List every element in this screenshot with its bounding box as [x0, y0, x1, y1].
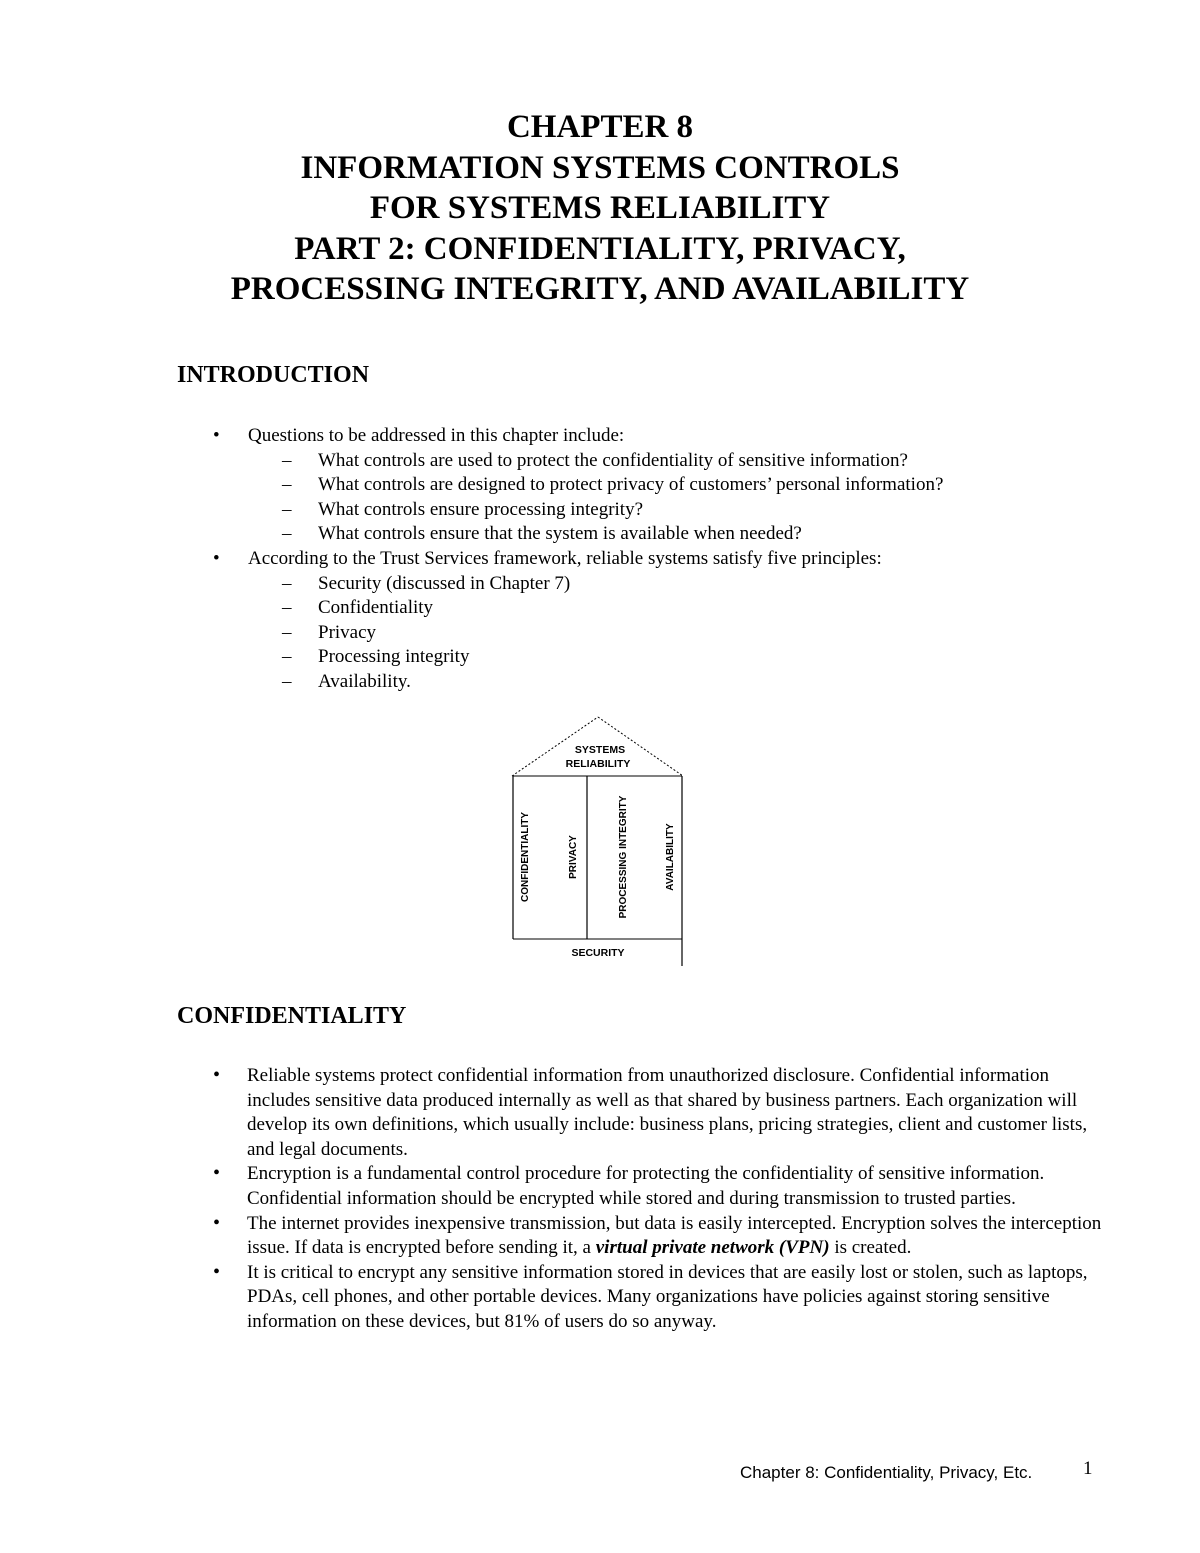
list-item	[177, 621, 943, 646]
vpn-term: virtual private network (VPN)	[595, 1237, 830, 1259]
list-item	[177, 473, 943, 498]
list-item-text: The internet provides inexpensive transmission, but data is easily intercepted. Encryption solves the interception issue. If data is encrypted before sending it, a	[247, 1212, 1102, 1259]
list-item-text: is created.	[829, 1237, 912, 1259]
list-item	[177, 670, 943, 695]
dash-marker: –	[282, 621, 292, 643]
list-item	[177, 1212, 1102, 1261]
list-item-text: Availability.	[318, 670, 411, 692]
list-item-text: According to the Trust Services framework, reliable systems satisfy five principles:	[248, 547, 882, 569]
pillar-confidentiality: CONFIDENTIALITY	[520, 812, 531, 902]
roof-label-2: RELIABILITY	[565, 758, 631, 770]
list-item	[177, 424, 943, 449]
introduction-heading: INTRODUCTION	[177, 362, 370, 388]
list-item-text: What controls ensure that the system is available when needed?	[318, 523, 802, 545]
systems-reliability-diagram	[508, 713, 688, 969]
list-item	[177, 449, 943, 474]
list-item	[177, 645, 943, 670]
diagram-pillars	[513, 776, 682, 966]
list-item-text: It is critical to encrypt any sensitive information stored in devices that are easily lost or stolen, such as laptops, PDAs, cell phones, and other portable devices. Many organizations have policies against storing sensitive information on these devices, but 81% of users do so anyway.	[247, 1261, 1088, 1332]
dash-marker: –	[282, 474, 292, 496]
confidentiality-heading: CONFIDENTIALITY	[177, 1003, 407, 1029]
dash-marker: –	[282, 646, 292, 668]
dash-marker: –	[282, 523, 292, 545]
page-number: 1	[1083, 1458, 1093, 1479]
confidentiality-list	[177, 1064, 1102, 1335]
bullet-marker: •	[213, 1260, 221, 1283]
list-item	[177, 1261, 1102, 1335]
dash-marker: –	[282, 449, 292, 471]
list-item-text: Questions to be addressed in this chapter include:	[248, 425, 625, 446]
roof-label-1: SYSTEMS	[574, 744, 626, 756]
pillar-processing-integrity: PROCESSING INTEGRITY	[618, 795, 629, 919]
list-item-text: What controls are used to protect the confidentiality of sensitive information?	[318, 449, 908, 471]
list-item	[177, 1162, 1102, 1211]
list-item-text: Confidentiality	[318, 597, 434, 619]
list-item-text: Processing integrity	[318, 646, 470, 668]
list-item-text: Reliable systems protect confidential information from unauthorized disclosure. Confidential information includes sensitive data produced internally as well as that shared by business partners. Each organization will develop its own definitions, which usually include: business plans, pricing strategies, client and customer lists, and legal documents.	[247, 1065, 1088, 1160]
title-line-5: PROCESSING INTEGRITY, AND AVAILABILITY	[230, 271, 970, 307]
list-item-text: What controls are designed to protect privacy of customers’ personal information?	[318, 474, 944, 496]
list-item-text: Encryption is a fundamental control procedure for protecting the confidentiality of sensitive information. Confidential information should be encrypted while stored and during transmission to trusted parties.	[247, 1163, 1045, 1209]
pillar-availability: AVAILABILITY	[665, 823, 676, 891]
list-item-text: What controls ensure processing integrity?	[318, 498, 644, 520]
dash-marker: –	[282, 670, 292, 692]
bullet-marker: •	[213, 1064, 221, 1086]
bullet-marker: •	[213, 1162, 221, 1185]
dash-marker: –	[282, 597, 292, 619]
bullet-marker: •	[213, 547, 220, 569]
diagram-roof	[512, 717, 683, 776]
title-line-3: FOR SYSTEMS RELIABILITY	[369, 190, 831, 226]
title-line-4: PART 2: CONFIDENTIALITY, PRIVACY,	[294, 230, 906, 267]
list-item-text: Privacy	[318, 621, 377, 643]
chapter-title	[0, 107, 1200, 310]
page-footer: Chapter 8: Confidentiality, Privacy, Etc.	[740, 1463, 1033, 1482]
dash-marker: –	[282, 572, 292, 594]
list-item	[177, 572, 943, 597]
title-line-2: INFORMATION SYSTEMS CONTROLS	[300, 149, 900, 186]
pillar-privacy: PRIVACY	[568, 835, 579, 879]
diagram-security-base: SECURITY	[571, 947, 625, 959]
list-item	[177, 547, 943, 572]
list-item	[177, 596, 943, 621]
list-item	[177, 1064, 1102, 1162]
list-item	[177, 498, 943, 523]
list-item-text: Security (discussed in Chapter 7)	[318, 572, 571, 594]
title-line-1: CHAPTER 8	[506, 109, 694, 145]
introduction-list	[177, 424, 943, 695]
list-item	[177, 522, 943, 547]
dash-marker: –	[282, 498, 292, 520]
bullet-marker: •	[213, 425, 220, 446]
bullet-marker: •	[213, 1211, 221, 1234]
